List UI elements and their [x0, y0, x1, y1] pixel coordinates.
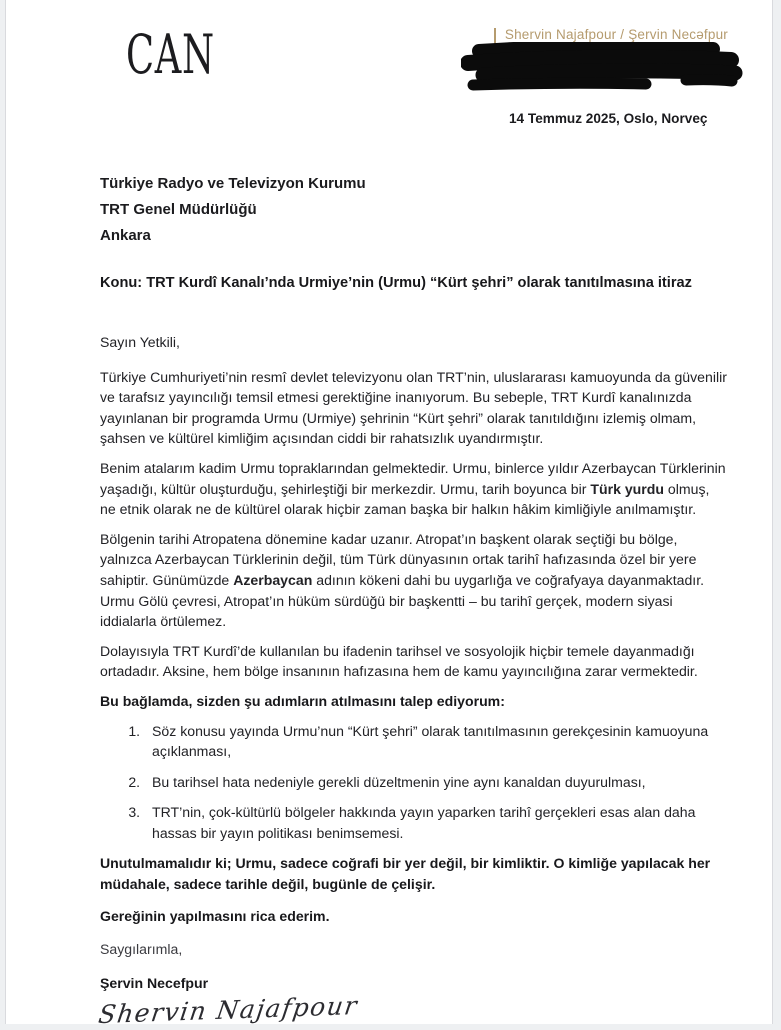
can-logo: CAN	[126, 23, 215, 86]
body-paragraph-1: Türkiye Cumhuriyeti’nin resmî devlet televizyonu olan TRT’nin, uluslararası kamuoyunda da güvenilir ve tarafsız yayıncılığı temsil etmesi gerektiğine inanıyorum. Bu sebeple, TRT Kurdî kanalınızda yayınlanan bir programda Urmu (Urmiye) şehrinin “Kürt şehri” olarak tanıtıldığını izlemiş olmam, şahsen ve kültürel kimliğim açısından ciddi bir rahatsızlık uyandırmıştır.	[100, 368, 727, 447]
handwritten-signature: Shervin Najafpour	[96, 991, 360, 1030]
letter-page	[5, 0, 773, 1030]
demand-item-1: 1. Söz konusu yayında Urmu’nun “Kürt şehri” olarak tanıtılmasının gerekçesinin kamuoyuna açıklanması,	[144, 721, 728, 762]
credit-text: Shervin Najafpour / Şervin Necəfpur	[504, 27, 728, 42]
recipient-line-city: Ankara	[100, 227, 151, 244]
body-paragraph-4: Dolayısıyla TRT Kurdî’de kullanılan bu ifadenin tarihsel ve sosyolojik hiçbir temele dayanmadığı ortadadır. Aksine, hem bölge insanının hafızasına hem de kamu yayıncılığına zarar vermektedir.	[100, 642, 698, 680]
subject-line: Konu: TRT Kurdî Kanalı’nda Urmiye’nin (Urmu) “Kürt şehri” olarak tanıtılmasına itiraz	[100, 275, 692, 291]
recipient-block	[100, 171, 366, 249]
closing-statement: Unutulmamalıdır ki; Urmu, sadece coğrafi bir yer değil, bir kimliktir. O kimliğe yapılacak her müdahale, sadece tarihle değil, bugünle de çelişir.	[100, 855, 711, 893]
valediction: Saygılarımla,	[100, 941, 183, 958]
demand-item-3: 3. TRT’nin, çok-kültürlü bölgeler hakkında yayın yaparken tarihî gerçekleri esas alan daha hassas bir yayın politikası benimsemesi.	[144, 802, 728, 843]
body-paragraph-3: Bölgenin tarihi Atropatena dönemine kadar uzanır. Atropat’ın başkent olarak seçtiği bu bölge, yalnızca Azerbaycan Türklerinin değil, tüm Türk dünyasının ortak tarihî hafızasında özel bir yere sahiptir. Günümüzde Azerbaycan adının kökeni dahi bu uygarlığa ve coğrafyaya dayanmaktadır. Urmu Gölü çevresi, Atropat’ın hüküm sürdüğü bir başkentti – bu tarihî gerçek, modern siyasi iddialarla örtülemez.	[100, 530, 705, 630]
demands-list	[100, 721, 728, 844]
demand-item-2: 2. Bu tarihsel hata nedeniyle gerekli düzeltmenin yine aynı kanaldan duyurulması,	[144, 772, 728, 793]
demands-intro: Bu bağlamda, sizden şu adımların atılmasını talep ediyorum:	[100, 692, 505, 709]
recipient-line-directorate: TRT Genel Müdürlüğü	[100, 201, 257, 218]
dateline: 14 Temmuz 2025, Oslo, Norveç	[509, 111, 708, 126]
body-paragraph-2: Benim atalarım kadim Urmu topraklarından gelmektedir. Urmu, binlerce yıldır Azerbaycan Türklerinin yaşadığı, kültür oluşturduğu, şehirleştiği bir merkezdir. Urmu, tarih boyunca bir Türk yurdu olmuş, ne etnik olarak ne de kültürel olarak hiçbir zaman başka bir halkın hâkim kimliğiyle anılmamıştır.	[100, 459, 726, 518]
salutation: Sayın Yetkili,	[100, 334, 180, 350]
letter-body	[96, 332, 728, 1030]
recipient-line-institution: Türkiye Radyo ve Televizyon Kurumu	[100, 175, 366, 192]
request-line: Gereğinin yapılmasını rica ederim.	[100, 907, 330, 924]
redaction-scribble	[461, 42, 746, 92]
signer-name: Şervin Necefpur	[100, 974, 209, 991]
